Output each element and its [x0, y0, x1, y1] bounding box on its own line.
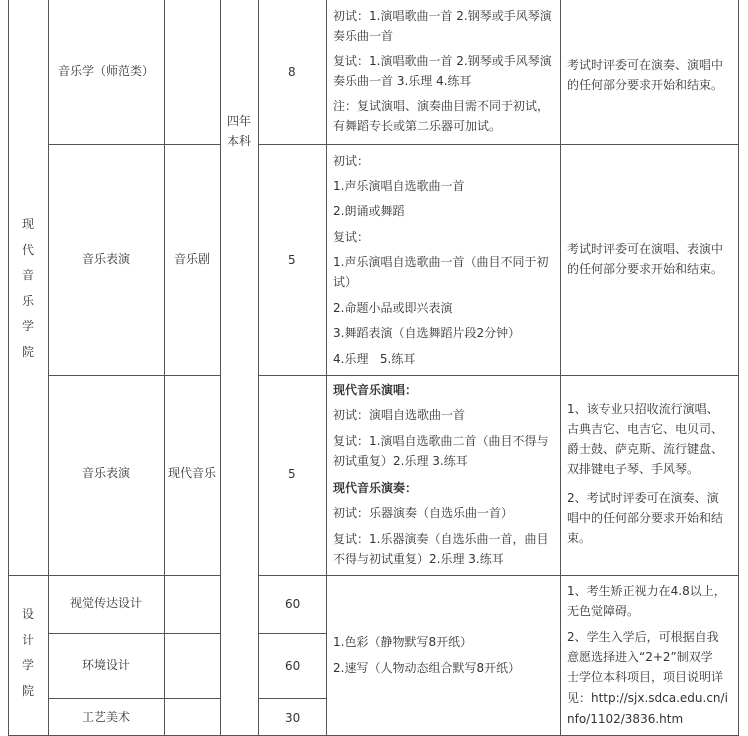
college-modern-music	[20, 212, 36, 366]
exam-line: 初试：演唱自选歌曲一首	[333, 408, 466, 422]
direction-name: 现代音乐	[168, 466, 217, 480]
notes-line: 1、该专业只招收流行演唱、	[567, 402, 719, 416]
college-char: 院	[21, 683, 34, 698]
notes-line: 双排键电子琴、手风琴。	[567, 462, 700, 476]
notes-line: 古典吉它、电吉它、电贝司、	[567, 422, 724, 436]
exam-line: 复试：	[333, 230, 370, 244]
exam-line: 复试：1.演唱歌曲一首 2.钢琴或手风琴演	[333, 54, 552, 68]
major-name: 音乐学（师范类）	[58, 64, 155, 78]
notes-line: 的任何部分要求开始和结束。	[567, 78, 724, 92]
notes-line: 束。	[567, 531, 592, 545]
duration-line1: 四年	[227, 114, 252, 128]
college-char: 院	[21, 344, 34, 359]
quota: 30	[285, 711, 301, 725]
notes-line: 唱中的任何部分要求开始和结	[567, 511, 724, 525]
notes-line: nfo/1102/3836.htm	[567, 712, 684, 726]
exam-line: 初试：1.演唱歌曲一首 2.钢琴或手风琴演	[333, 9, 552, 23]
notes-line: 考试时评委可在演奏、演唱中	[567, 58, 724, 72]
college-char: 代	[21, 242, 34, 257]
exam-line: 1.声乐演唱自选歌曲一首（曲目不同于初	[333, 255, 549, 269]
college-char: 计	[21, 632, 34, 647]
exam-line: 初试：乐器演奏（自选乐曲一首）	[333, 506, 514, 520]
exam-line: 2.命题小品或即兴表演	[333, 301, 453, 315]
exam-line: 试）	[333, 275, 358, 289]
exam-line: 初试：	[333, 154, 370, 168]
notes-line: 考试时评委可在演唱、表演中	[567, 242, 724, 256]
exam-line: 初试重复）2.乐理 3.练耳	[333, 454, 468, 468]
exam-line: 注：复试演唱、演奏曲目需不同于初试，	[333, 99, 550, 113]
major-name: 音乐表演	[82, 252, 131, 266]
direction-name: 音乐剧	[174, 252, 211, 266]
exam-line: 有舞蹈专长或第二乐器可加试。	[333, 119, 502, 133]
college-char: 现	[21, 217, 34, 231]
exam-line: 2.朗诵或舞蹈	[333, 204, 405, 218]
major-name: 视觉传达设计	[70, 596, 143, 610]
quota: 5	[288, 467, 296, 481]
quota: 60	[285, 659, 301, 673]
exam-line: 3.舞蹈表演（自选舞蹈片段2分钟）	[333, 326, 521, 340]
exam-line: 复试：1.乐器演奏（自选乐曲一首，曲目	[333, 532, 549, 546]
notes-line: 见：http://sjx.sdca.edu.cn/i	[567, 691, 728, 705]
exam-line: 不得与初试重复）2.乐理 3.练耳	[333, 552, 504, 566]
exam-line: 奏乐曲一首 3.乐理 4.练耳	[333, 74, 472, 88]
notes-line: 2、考试时评委可在演奏、演	[567, 491, 719, 505]
exam-line: 2.速写（人物动态组合默写8开纸）	[333, 661, 521, 675]
quota: 5	[288, 253, 296, 267]
college-design	[20, 602, 36, 704]
notes-line: 士学位本科项目，项目说明详	[567, 670, 724, 684]
major-name: 工艺美术	[82, 710, 131, 724]
exam-line: 奏乐曲一首	[333, 29, 394, 43]
notes-line: 的任何部分要求开始和结束。	[567, 262, 724, 276]
exam-line: 1.色彩（静物默写8开纸）	[333, 635, 473, 649]
college-char: 学	[21, 319, 34, 334]
college-char: 设	[21, 607, 34, 621]
duration-line2: 本科	[227, 134, 252, 148]
exam-line: 1.声乐演唱自选歌曲一首	[333, 179, 465, 193]
quota: 8	[288, 65, 296, 79]
major-name: 音乐表演	[82, 466, 131, 480]
college-char: 乐	[21, 293, 34, 308]
notes-line: 意愿选择进入“2+2”制双学	[567, 650, 713, 664]
notes-line: 爵士鼓、萨克斯、流行键盘、	[567, 442, 724, 456]
quota: 60	[285, 597, 301, 611]
exam-line: 复试：1.演唱自选歌曲二首（曲目不得与	[333, 434, 549, 448]
exam-section-title: 现代音乐演唱：	[333, 383, 418, 397]
college-char: 学	[21, 658, 34, 673]
exam-line: 4.乐理 5.练耳	[333, 352, 416, 366]
notes-line: 1、考生矫正视力在4.8以上，	[567, 584, 726, 598]
exam-section-title: 现代音乐演奏：	[333, 481, 418, 495]
notes-line: 无色觉障碍。	[567, 604, 640, 618]
major-name: 环境设计	[82, 658, 131, 672]
college-char: 音	[21, 268, 34, 283]
notes-line: 2、学生入学后，可根据自我	[567, 630, 719, 644]
